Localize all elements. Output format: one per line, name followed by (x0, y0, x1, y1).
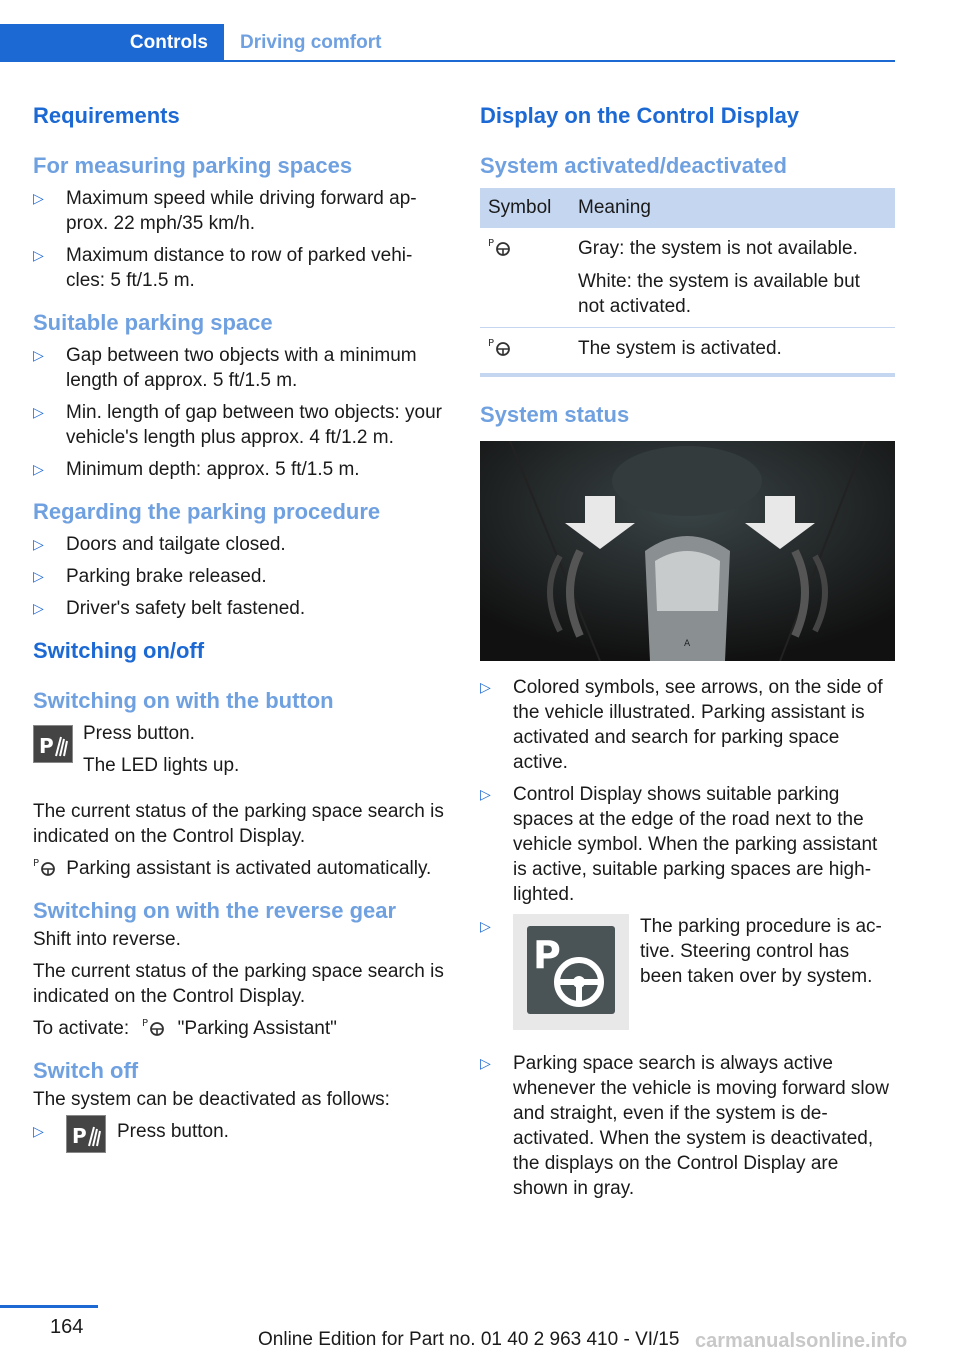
page-number: 164 (50, 1316, 84, 1338)
heading-suitable: Suitable parking space (33, 310, 273, 335)
row1-gray: Gray: the system is not available. (578, 238, 858, 259)
row2-text: The system is activated. (578, 338, 782, 359)
auto-activation-paragraph: P Parking assistant is activated automatically. (33, 858, 432, 879)
symbol-table (480, 188, 895, 377)
bullet-triangle-icon: ▷ (33, 536, 44, 552)
bullet-triangle-icon: ▷ (33, 347, 44, 363)
tab-controls[interactable]: Controls (0, 24, 224, 62)
parking-assistant-button-icon (33, 725, 73, 763)
parking-assistant-active-icon (488, 336, 512, 358)
list-item (33, 1119, 448, 1159)
right-column (480, 100, 895, 1215)
table-row (480, 328, 895, 376)
svg-text:P: P (533, 933, 561, 977)
bullet-triangle-icon: ▷ (33, 568, 44, 584)
online-edition: Online Edition for Part no. 01 40 2 963 410 - VI/15 (258, 1329, 680, 1350)
footer-rule (0, 1305, 98, 1308)
press-button-row (33, 721, 448, 789)
heading-button: Switching on with the button (33, 688, 334, 713)
parking-assistant-icon (33, 856, 57, 878)
table-row (480, 228, 895, 328)
parking-procedure-icon (513, 914, 629, 1030)
svg-text:P: P (72, 1124, 87, 1148)
list-item: ▷ Minimum depth: approx. 5 ft/1.5 m. (33, 459, 360, 480)
heading-activated: System activated/deactivated (480, 153, 787, 178)
procedure-list (33, 532, 448, 621)
bullet-triangle-icon: ▷ (33, 461, 44, 477)
bullet-triangle-icon: ▷ (33, 190, 44, 206)
bullet-triangle-icon: ▷ (480, 679, 491, 695)
svg-text:P: P (142, 1018, 149, 1029)
press-button-text-2: Press button. (117, 1121, 229, 1142)
status-list (480, 675, 895, 1201)
list-item: ▷ Min. length of gap between two objects: your vehicle's length plus approx. 4 ft/1.2 m. (33, 402, 443, 448)
parking-assistant-button-icon (66, 1115, 106, 1153)
watermark: carmanualsonline.info (695, 1330, 908, 1352)
table-header-meaning: Meaning (570, 188, 895, 228)
led-text: The LED lights up. (83, 755, 240, 776)
list-item: ▷ Maximum speed while driving forward ap‐ prox. 22 mph/35 km/h. (33, 188, 417, 234)
bullet-triangle-icon: ▷ (33, 1123, 44, 1139)
svg-text:A: A (684, 639, 691, 649)
svg-text:P: P (488, 338, 495, 349)
parking-assistant-icon (488, 236, 512, 258)
bullet-triangle-icon: ▷ (33, 600, 44, 616)
list-item: ▷ Parking brake released. (33, 566, 267, 587)
bullet-triangle-icon: ▷ (33, 404, 44, 420)
suitable-list (33, 343, 448, 482)
heading-measuring: For measuring parking spaces (33, 153, 353, 178)
status-paragraph: The current status of the parking space search is indicated on the Control Display. (33, 801, 444, 847)
system-status-illustration (480, 441, 895, 661)
heading-requirements: Requirements (33, 103, 180, 128)
shift-paragraph: Shift into reverse. (33, 929, 181, 950)
measuring-list (33, 186, 448, 293)
tab-driving-comfort[interactable]: Driving comfort (240, 32, 382, 53)
heading-display: Display on the Control Display (480, 103, 800, 128)
list-item: ▷ Parking space search is always active whenever the vehicle is moving forward slow and straight, even if the system is de‐ activated. When the system is deactivated, the displays on the Control Display are shown in gray. (480, 1053, 889, 1199)
switch-off-list (33, 1119, 448, 1159)
list-item (480, 914, 895, 1044)
heading-system-status: System status (480, 402, 630, 427)
status-paragraph-2: The current status of the parking space search is indicated on the Control Display. (33, 961, 444, 1007)
bullet-triangle-icon: ▷ (33, 247, 44, 263)
list-item: ▷ Maximum distance to row of parked vehi‐ cles: 5 ft/1.5 m. (33, 245, 413, 291)
table-header-symbol: Symbol (480, 188, 570, 228)
activate-paragraph: To activate: P "Parking Assistant" (33, 1018, 337, 1039)
svg-text:P: P (33, 858, 40, 869)
deactivate-paragraph: The system can be deactivated as follows: (33, 1089, 390, 1110)
parking-assistant-icon (142, 1016, 166, 1038)
heading-reverse: Switching on with the reverse gear (33, 898, 397, 923)
press-button-text: Press button. (83, 723, 195, 744)
bullet-triangle-icon: ▷ (480, 786, 491, 802)
row1-white: White: the system is available but not activated. (578, 271, 860, 317)
svg-text:P: P (39, 734, 54, 758)
list-item: ▷ Doors and tailgate closed. (33, 534, 286, 555)
list-item: ▷ Driver's safety belt fastened. (33, 598, 306, 619)
list-item: ▷ Control Display shows suitable parking spaces at the edge of the road next to the vehicle symbol. When the parking assistant is active, suitable parking spaces are high‐ lighted. (480, 784, 878, 905)
procedure-active-text: The parking procedure is ac‐ tive. Steering control has been taken over by system. (640, 916, 882, 987)
bullet-triangle-icon: ▷ (480, 918, 491, 934)
bullet-triangle-icon: ▷ (480, 1055, 491, 1071)
list-item: ▷ Gap between two objects with a minimum length of approx. 5 ft/1.5 m. (33, 345, 417, 391)
left-column (33, 100, 448, 1173)
heading-procedure: Regarding the parking procedure (33, 499, 381, 524)
list-item: ▷ Colored symbols, see arrows, on the side of the vehicle illustrated. Parking assistant is activated and search for parking space active. (480, 677, 883, 773)
header-rule (0, 60, 895, 62)
svg-text:P: P (488, 238, 495, 249)
header-tabs (0, 24, 895, 62)
heading-switching: Switching on/off (33, 638, 205, 663)
heading-switch-off: Switch off (33, 1058, 139, 1083)
